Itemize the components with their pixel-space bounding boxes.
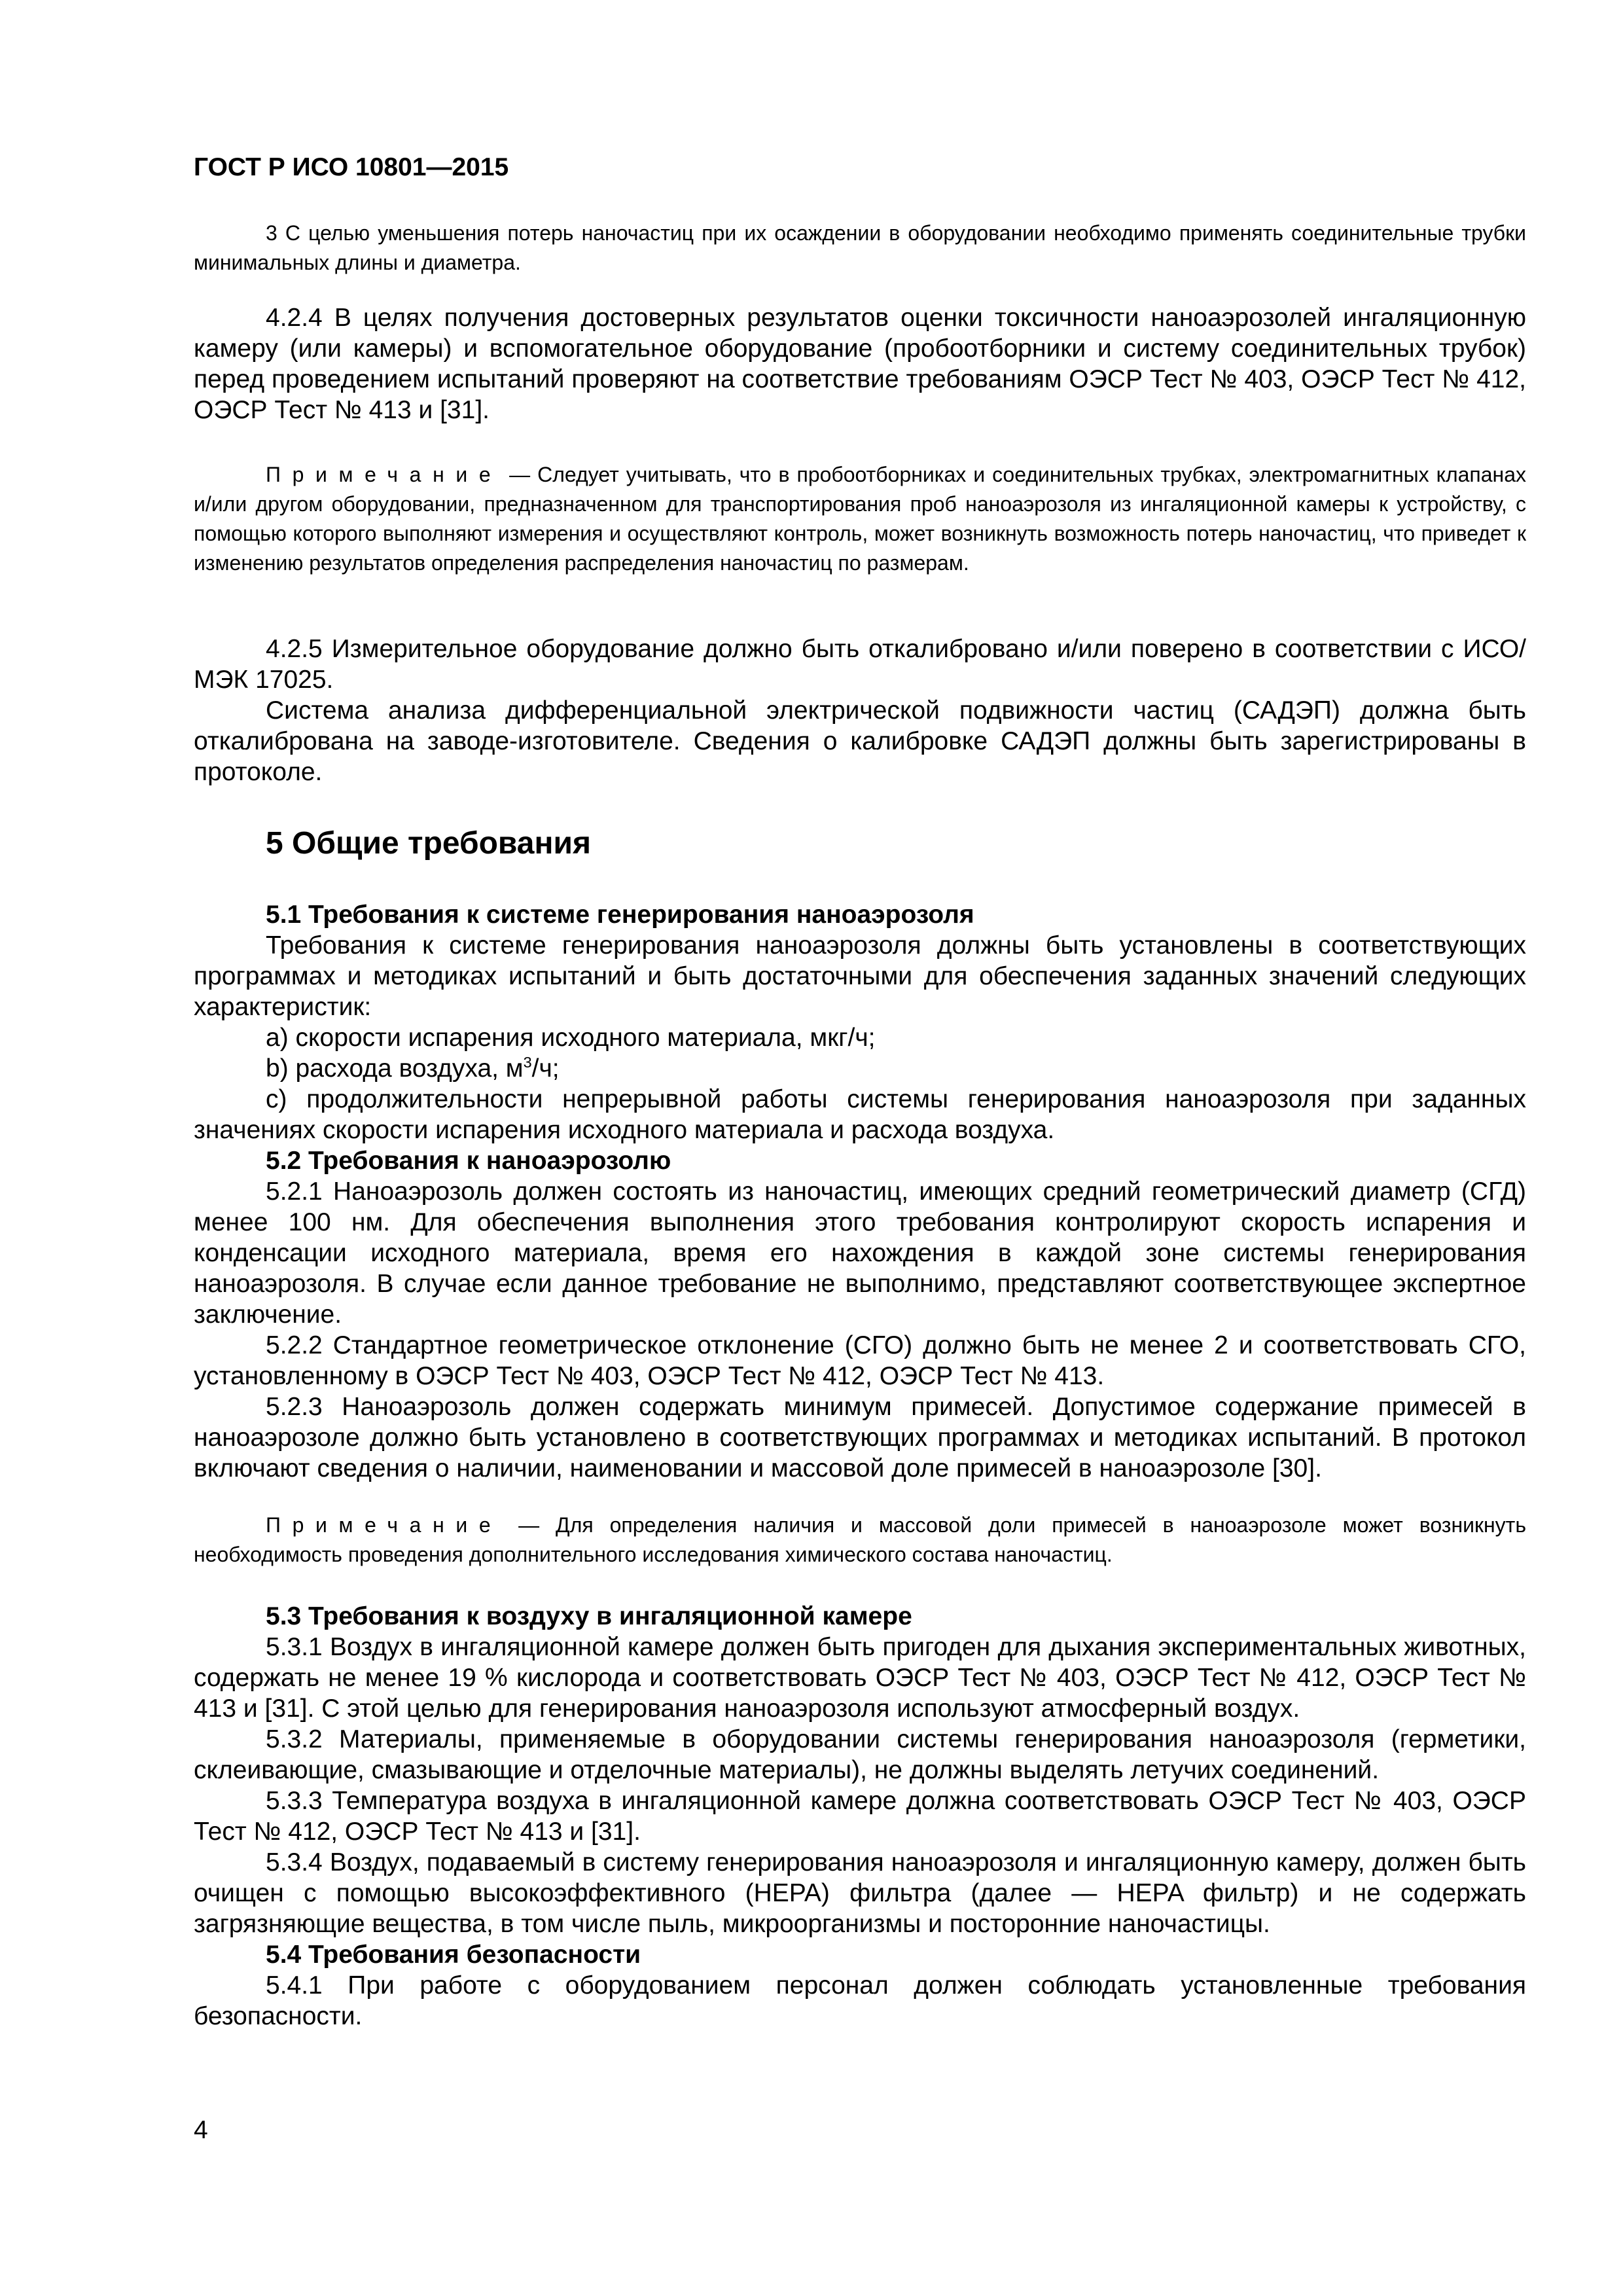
note-1-block (194, 460, 1526, 578)
note-1-text: — Следует учитывать, что в пробоотборниках и соединительных трубках, электромагнитных клапанах и/или другом оборудовании, предназначенном для транспортирования проб наноаэрозоля из ингаляционной камеры к устройству, с помощью которого выполняют измерения и осуществляют контроль, может возникнуть возможность потерь наночастиц, что приведет к изменению результатов определения распределения наночастиц по размерам. (194, 463, 1526, 575)
clause-4-2-5: 4.2.5 Измерительное оборудование должно быть откалибровано и/или поверено в соответствии с ИСО/МЭК 17025. (194, 635, 1526, 694)
clause-5-2-1: 5.2.1 Наноаэрозоль должен состоять из наночастиц, имеющих средний геометрический диаметр (СГД) менее 100 нм. Для обеспечения выполнения этого требования контролируют скорость испарения и конденсации исходного материала, время его нахождения в каждой зоне системы генерирования наноаэрозоля. В случае если данное требование не выполнимо, представляют соответствующее экспертное заключение. (194, 1177, 1526, 1329)
section-5-4-title: 5.4 Требования безопасности (266, 1941, 641, 1969)
list-item-b-superscript: 3 (523, 1054, 532, 1071)
clause-4-2-5-block (194, 634, 1526, 787)
note-2-block (194, 1511, 1526, 1570)
list-item-c: c) продолжительности непрерывной работы системы генерирования наноаэрозоля при заданных значениях скорости испарения исходного материала и расхода воздуха. (194, 1085, 1526, 1144)
clause-5-3-2: 5.3.2 Материалы, применяемые в оборудовании системы генерирования наноаэрозоля (герметики, склеивающие, смазывающие и отделочные материалы), не должны выделять летучих соединений. (194, 1725, 1526, 1784)
clause-5-3-4: 5.3.4 Воздух, подаваемый в систему генерирования наноаэрозоля и ингаляционную камеру, должен быть очищен с помощью высокоэффективного (HEPA) фильтра (далее — HEPA фильтр) и не содержать загрязняющие вещества, в том числе пыль, микроорганизмы и посторонние наночастицы. (194, 1848, 1526, 1938)
clause-5-2-2: 5.2.2 Стандартное геометрическое отклонение (СГО) должно быть не менее 2 и соответствовать СГО, установленному в ОЭСР Тест № 403, ОЭСР Тест № 412, ОЭСР Тест № 413. (194, 1331, 1526, 1390)
list-item-b-text: b) расхода воздуха, м (266, 1054, 524, 1083)
clause-sadep: Система анализа дифференциальной электрической подвижности частиц (САДЭП) должна быть откалибрована на заводе-изготовителе. Сведения о калибровке САДЭП должны быть зарегистрированы в протоколе. (194, 696, 1526, 786)
clause-4-2-4-block (194, 302, 1526, 425)
note-3-block (194, 219, 1526, 278)
note-2 (194, 1511, 1526, 1570)
section-5-title: 5 Общие требования (266, 826, 591, 861)
clause-5-3-1: 5.3.1 Воздух в ингаляционной камере должен быть пригоден для дыхания экспериментальных животных, содержать не менее 19 % кислорода и соответствовать ОЭСР Тест № 403, ОЭСР Тест № 412, ОЭСР Тест № 413 и [31]. С этой целью для генерирования наноаэрозоля используют атмосферный воздух. (194, 1633, 1526, 1723)
note-1 (194, 460, 1526, 578)
list-item-b (194, 1053, 1526, 1084)
sections-5-1-5-2-block (194, 899, 1526, 1484)
sections-5-3-5-4-block (194, 1601, 1526, 2032)
list-item-a: a) скорости испарения исходного материала, мкг/ч; (266, 1024, 876, 1052)
section-5-2-title: 5.2 Требования к наноаэрозолю (266, 1147, 671, 1175)
clause-5-3-3: 5.3.3 Температура воздуха в ингаляционной камере должна соответствовать ОЭСР Тест № 403, ОЭСР Тест № 412, ОЭСР Тест № 413 и [31]. (194, 1787, 1526, 1846)
section-5-3-title: 5.3 Требования к воздуху в ингаляционной камере (266, 1602, 912, 1630)
document-header: ГОСТ Р ИСО 10801—2015 (194, 153, 509, 181)
clause-5-4-1: 5.4.1 При работе с оборудованием персонал должен соблюдать установленные требования безопасности. (194, 1971, 1526, 2030)
note-label: Примечание (266, 463, 503, 486)
clause-5-1: Требования к системе генерирования наноаэрозоля должны быть установлены в соответствующих программах и методиках испытаний и быть достаточными для обеспечения заданных значений следующих характеристик: (194, 931, 1526, 1021)
clause-4-2-4: 4.2.4 В целях получения достоверных результатов оценки токсичности наноаэрозолей ингаляционную камеру (или камеры) и вспомогательное оборудование (пробоотборники и систему соединительных трубок) перед проведением испытаний проверяют на соответствие требованиям ОЭСР Тест № 403, ОЭСР Тест № 412, ОЭСР Тест № 413 и [31]. (194, 304, 1526, 424)
clause-5-2-3: 5.2.3 Наноаэрозоль должен содержать минимум примесей. Допустимое содержание примесей в наноаэрозоле должно быть установлено в соответствующих программах и методиках испытаний. В протокол включают сведения о наличии, наименовании и массовой доле примесей в наноаэрозоле [30]. (194, 1393, 1526, 1482)
note-2-text: — Для определения наличия и массовой доли примесей в наноаэрозоле может возникнуть необходимость проведения дополнительного исследования химического состава наночастиц. (194, 1513, 1526, 1566)
list-item-b-unit: /ч; (531, 1054, 560, 1083)
page-number: 4 (194, 2116, 208, 2144)
note-2-label: Примечание (266, 1513, 503, 1537)
section-5-1-title: 5.1 Требования к системе генерирования наноаэрозоля (266, 901, 974, 929)
section-5-block (194, 828, 1526, 859)
note-3: 3 С целью уменьшения потерь наночастиц при их осаждении в оборудовании необходимо применять соединительные трубки минимальных длины и диаметра. (194, 221, 1526, 274)
